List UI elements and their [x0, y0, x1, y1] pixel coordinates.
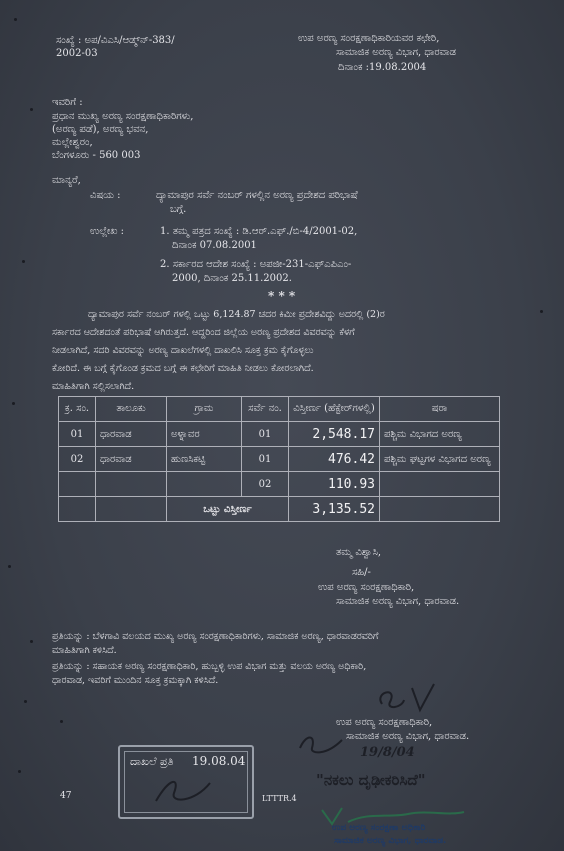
form-code: LTTTR.4 — [262, 794, 297, 803]
body-line: ಕೋರಿದೆ. ಈ ಬಗ್ಗೆ ಕೈಗೊಂಡ ಕ್ರಮದ ಬಗ್ಗೆ ಈ ಕಛೇರಿಗೆ ಮಾಹಿತಿ ನೀಡಲು ಕೋರಲಾಗಿದೆ. — [52, 363, 314, 374]
closing-yours: ತಮ್ಮ ವಿಶ್ವಾಸಿ, — [336, 547, 382, 558]
cell-village: ಹುಣಸಿಕಟ್ಟಿ — [167, 447, 242, 472]
scan-speck — [30, 108, 33, 111]
closing-sd: ಸಹಿ/- — [352, 567, 371, 578]
scan-speck — [60, 720, 63, 723]
reference-item: 2000, ದಿನಾಂಕ 25.11.2002. — [172, 273, 292, 284]
certified-copy-text: "ನಕಲು ದೃಢೀಕರಿಸಿದೆ" — [316, 771, 426, 789]
cell-sl: 02 — [59, 447, 96, 472]
cell-area: 110.93 — [289, 472, 380, 497]
scan-speck — [14, 18, 17, 21]
office-division: ಸಾಮಾಜಿಕ ಅರಣ್ಯ ವಿಭಾಗ, ಧಾರವಾಡ — [336, 47, 456, 58]
cell-survey: 01 — [242, 422, 289, 447]
addressee-line: ಮಲ್ಲೇಶ್ವರಂ, — [52, 137, 93, 148]
addressee-line: ಪ್ರಧಾನ ಮುಖ್ಯ ಅರಣ್ಯ ಸಂರಕ್ಷಣಾಧಿಕಾರಿಗಳು, — [52, 111, 194, 122]
certify-signature — [296, 730, 346, 760]
scan-speck — [540, 310, 543, 313]
stamp-date: 19.08.04 — [192, 754, 246, 768]
cell-sl: 01 — [59, 422, 96, 447]
column-header: ತಾಲೂಕು — [96, 397, 167, 422]
office-name: ಉಪ ಅರಣ್ಯ ಸಂರಕ್ಷಣಾಧಿಕಾರಿಯವರ ಕಛೇರಿ, — [298, 33, 440, 44]
copy-to-line: ಮಾಹಿತಿಗಾಗಿ ಕಳಿಸಿದೆ. — [52, 645, 117, 656]
column-header: ಗ್ರಾಮ — [167, 397, 242, 422]
table-header-row — [59, 397, 500, 422]
cell-empty — [380, 497, 500, 522]
total-value: 3,135.52 — [289, 497, 380, 522]
attest-signature — [372, 680, 442, 720]
addressee-line: ಬೆಂಗಳೂರು - 560 003 — [52, 150, 141, 161]
salutation: ಮಾನ್ಯರೆ, — [52, 175, 81, 186]
forest-area-table — [58, 396, 500, 522]
body-line: ಸರ್ಕಾರದ ಆದೇಶದಂತೆ ಪರಿಭಾಷೆ ಆಗಿರುತ್ತದೆ. ಆದ್ದರಿಂದ ಜಿಲ್ಲೆಯ ಅರಣ್ಯ ಪ್ರದೇಶದ ವಿವರವನ್ನು ಕೆಳಗೆ — [52, 327, 355, 338]
cell-taluk — [96, 472, 167, 497]
cert-designation: ಸಾಮಾಜಿಕ ಅರಣ್ಯ ವಿಭಾಗ, ಧಾರವಾಡ. — [334, 836, 447, 846]
attest-designation: ಉಪ ಅರಣ್ಯ ಸಂರಕ್ಷಣಾಧಿಕಾರಿ, — [336, 717, 433, 728]
reference-number: ಸಂಖ್ಯೆ : ಅಪ/ವಿಎಸಿ/ಆಡ್ಮ್‌ನ್-383/ — [56, 35, 175, 46]
column-header: ಷರಾ — [380, 397, 500, 422]
reference-item: 1. ತಮ್ಮ ಪತ್ರದ ಸಂಖ್ಯೆ : ಡಿ.ಆರ್.ಎಫ್./ಬಿ-4/2001-02, — [160, 226, 358, 237]
cell-village: ಅಳ್ನಾವರ — [167, 422, 242, 447]
certify-date: 19/8/04 — [360, 745, 415, 760]
addressee-label: ಇವರಿಗೆ : — [52, 97, 83, 108]
stamp-title: ದಾಖಲೆ ಪ್ರತಿ — [130, 755, 174, 768]
cell-taluk: ಧಾರವಾಡ — [96, 422, 167, 447]
table-row — [59, 472, 500, 497]
cell-remark — [380, 472, 500, 497]
table-total-row — [59, 497, 500, 522]
cell-survey: 02 — [242, 472, 289, 497]
closing-designation: ಉಪ ಅರಣ್ಯ ಸಂರಕ್ಷಣಾಧಿಕಾರಿ, — [318, 582, 415, 593]
addressee-line: (ಅರಣ್ಯ ಪಡೆ), ಅರಣ್ಯ ಭವನ, — [52, 124, 149, 135]
cell-taluk: ಧಾರವಾಡ — [96, 447, 167, 472]
letter-date: ದಿನಾಂಕ :19.08.2004 — [338, 62, 427, 73]
table-row — [59, 447, 500, 472]
cell-area: 476.42 — [289, 447, 380, 472]
cell-area: 2,548.17 — [289, 422, 380, 447]
page-number: 47 — [60, 791, 72, 801]
cell-empty — [96, 497, 167, 522]
cell-village — [167, 472, 242, 497]
cell-sl — [59, 472, 96, 497]
cert-designation: ಉಪ ಅರಣ್ಯ ಸಂರಕ್ಷಣಾ ಅಧಿಕಾರಿ — [332, 823, 426, 833]
reference-label: ಉಲ್ಲೇಖ : — [90, 226, 125, 237]
reference-year: 2002-03 — [56, 48, 98, 59]
scan-speck — [24, 700, 27, 703]
attest-designation: ಸಾಮಾಜಿಕ ಅರಣ್ಯ ವಿಭಾಗ, ಧಾರವಾಡ. — [346, 731, 470, 742]
column-header: ಸರ್ವೆ ನಂ. — [242, 397, 289, 422]
scan-speck — [8, 565, 11, 568]
column-header: ವಿಸ್ತೀರ್ಣ (ಹೆಕ್ಟೇರ್‌ಗಳಲ್ಲಿ) — [289, 397, 380, 422]
scan-speck — [22, 260, 25, 263]
stamp-signature — [150, 773, 220, 809]
table-row — [59, 422, 500, 447]
body-line: ನೀಡಲಾಗಿದೆ, ಸದರಿ ವಿವರವನ್ನು ಅರಣ್ಯ ದಾಖಲೆಗಳಲ್ಲಿ ದಾಖಲಿಸಿ ಸೂಕ್ತ ಕ್ರಮ ಕೈಗೊಳ್ಳಲು — [52, 345, 314, 356]
copy-to-line: ಧಾರವಾಡ, ಇವರಿಗೆ ಮುಂದಿನ ಸೂಕ್ತ ಕ್ರಮಕ್ಕಾಗಿ ಕಳಿಸಿದೆ. — [52, 675, 219, 686]
cell-remark: ಪಶ್ಚಿಮ ಘಟ್ಟಗಳ ವಿಭಾಗದ ಅರಣ್ಯ — [380, 447, 500, 472]
reference-item: ದಿನಾಂಕ 07.08.2001 — [172, 240, 257, 251]
scan-speck — [12, 402, 15, 405]
reference-item: 2. ಸರ್ಕಾರದ ಆದೇಶ ಸಂಖ್ಯೆ : ಅಪಜೀ-231-ಎಫ್ಎಪಿಎಂ- — [160, 259, 352, 270]
scan-speck — [30, 640, 33, 643]
copy-to-line: ಪ್ರತಿಯನ್ನು : ಬೆಳಗಾವಿ ವಲಯದ ಮುಖ್ಯ ಅರಣ್ಯ ಸಂರಕ್ಷಣಾಧಿಕಾರಿಗಳು, ಸಾಮಾಜಿಕ ಅರಣ್ಯ, ಧಾರವಾಡರವರಿಗೆ — [52, 631, 379, 642]
column-header: ಕ್ರ. ಸಂ. — [59, 397, 96, 422]
scan-speck — [18, 770, 21, 773]
cell-survey: 01 — [242, 447, 289, 472]
subject-text: ದ್ಯಾಮಾಪುರ ಸರ್ವೆ ನಂಬರ್ ಗಳಲ್ಲಿನ ಅರಣ್ಯ ಪ್ರದೇಶದ ಪರಿಭಾಷೆ — [156, 190, 358, 201]
body-line: ಮಾಹಿತಿಗಾಗಿ ಸಲ್ಲಿಸಲಾಗಿದೆ. — [52, 381, 135, 392]
subject-label: ವಿಷಯ : — [90, 190, 121, 201]
closing-designation: ಸಾಮಾಜಿಕ ಅರಣ್ಯ ವಿಭಾಗ, ಧಾರವಾಡ. — [336, 596, 460, 607]
subject-text: ಬಗ್ಗೆ. — [170, 204, 187, 215]
cell-empty — [59, 497, 96, 522]
cell-remark: ಪಶ್ಚಿಮ ವಿಭಾಗದ ಅರಣ್ಯ — [380, 422, 500, 447]
copy-to-line: ಪ್ರತಿಯನ್ನು : ಸಹಾಯಕ ಅರಣ್ಯ ಸಂರಕ್ಷಣಾಧಿಕಾರಿ, ಹುಬ್ಬಳ್ಳಿ ಉಪ ವಿಭಾಗ ಮತ್ತು ವಲಯ ಅರಣ್ಯ ಅಧಿಕಾರಿ, — [52, 661, 367, 672]
office-stamp — [118, 745, 254, 819]
body-line: ದ್ಯಾಮಾಪುರ ಸರ್ವೆ ನಂಬರ್ ಗಳಲ್ಲಿ ಒಟ್ಟು 6,124.87 ಚದರ ಕಿಮೀ ಪ್ರದೇಶವಿದ್ದು ಅದರಲ್ಲಿ (2)ರ — [88, 309, 385, 320]
total-label: ಒಟ್ಟು ವಿಸ್ತೀರ್ಣ — [167, 497, 289, 522]
separator: * * * — [268, 289, 296, 303]
